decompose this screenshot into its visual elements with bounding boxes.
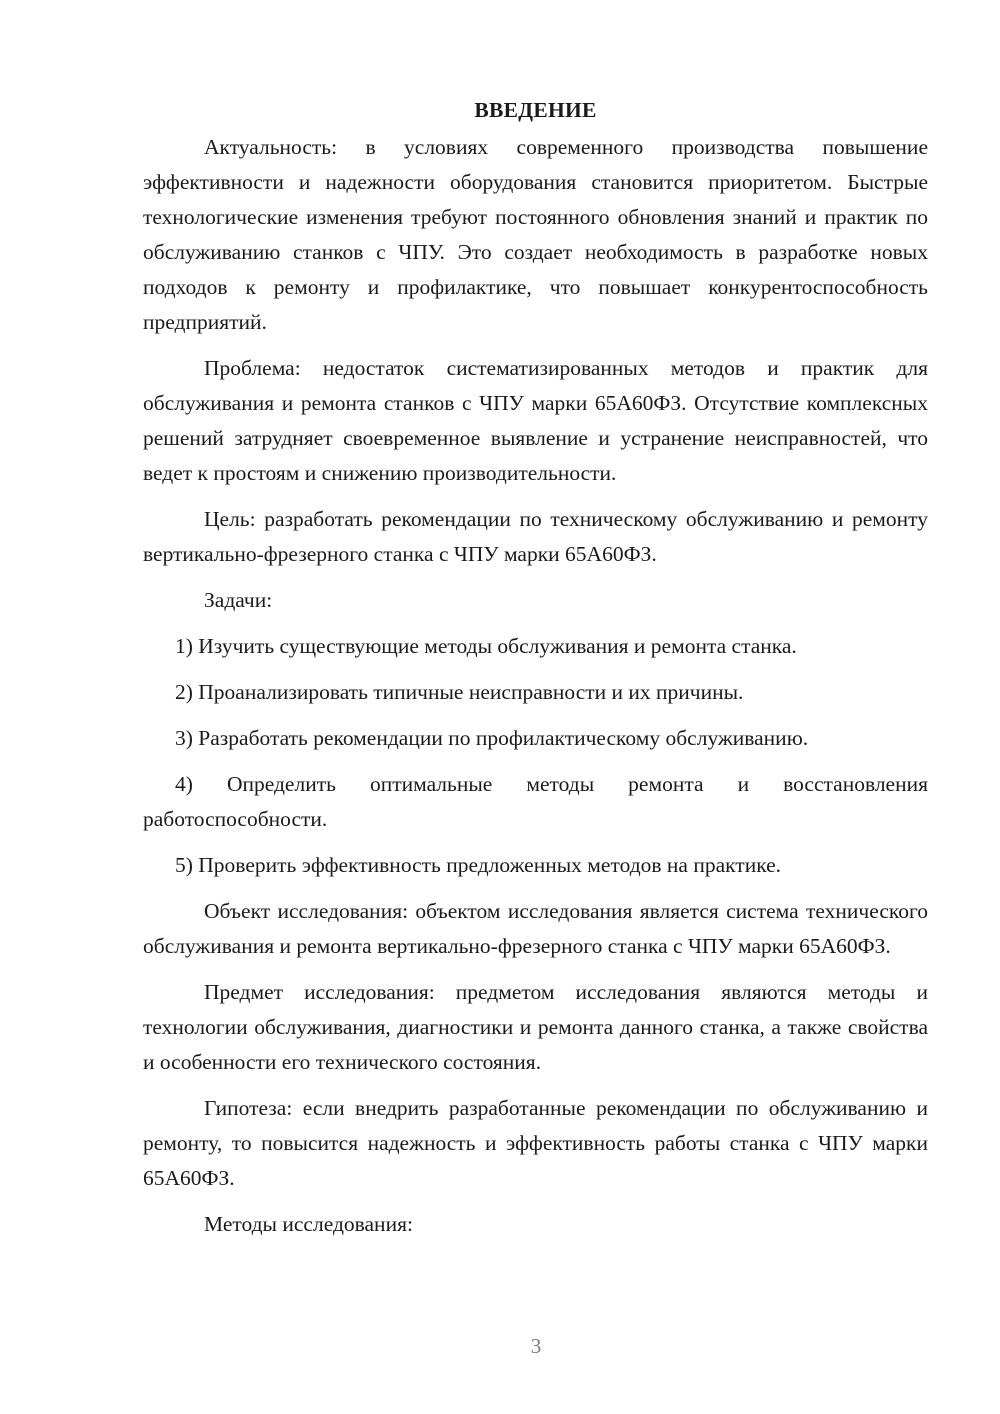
- section-title: ВВЕДЕНИЕ: [474, 98, 597, 122]
- document-body: [143, 93, 928, 1253]
- paragraph-problem: Проблема: недостаток систематизированных методов и практик для обслуживания и ремонта станков с ЧПУ марки 65А60ФЗ. Отсутствие комплексных решений затрудняет своевременное выявление и устранение неисправностей, что ведет к простоям и снижению производительности.: [143, 356, 928, 485]
- paragraph-relevance: Актуальность: в условиях современного производства повышение эффективности и надежности оборудования становится приоритетом. Быстрые технологические изменения требуют постоянного обновления знаний и практик по обслуживанию станков с ЧПУ. Это создает необходимость в разработке новых подходов к ремонту и профилактике, что повышает конкурентоспособность предприятий.: [143, 135, 928, 334]
- page-number: 3: [530, 1334, 542, 1358]
- paragraph-subject: Предмет исследования: предметом исследования являются методы и технологии обслуживания, диагностики и ремонта данного станка, а также свойства и особенности его технического состояния.: [143, 980, 928, 1074]
- task-item-3: 3) Разработать рекомендации по профилактическому обслуживанию.: [175, 726, 809, 750]
- paragraph-goal: Цель: разработать рекомендации по техническому обслуживанию и ремонту вертикально-фрезерного станка с ЧПУ марки 65А60ФЗ.: [143, 507, 928, 566]
- paragraph-hypothesis: Гипотеза: если внедрить разработанные рекомендации по обслуживанию и ремонту, то повысится надежность и эффективность работы станка с ЧПУ марки 65А60ФЗ.: [143, 1096, 928, 1190]
- paragraph-tasks-heading: Задачи:: [204, 588, 273, 612]
- task-item-4: 4) Определить оптимальные методы ремонта и восстановления работоспособности.: [143, 772, 928, 831]
- task-item-2: 2) Проанализировать типичные неисправности и их причины.: [175, 680, 744, 704]
- task-item-5: 5) Проверить эффективность предложенных методов на практике.: [175, 853, 782, 877]
- task-item-1: 1) Изучить существующие методы обслуживания и ремонта станка.: [175, 634, 797, 658]
- paragraph-object: Объект исследования: объектом исследования является система технического обслуживания и ремонта вертикально-фрезерного станка с ЧПУ марки 65А60ФЗ.: [143, 899, 928, 958]
- paragraph-methods-heading: Методы исследования:: [204, 1212, 413, 1236]
